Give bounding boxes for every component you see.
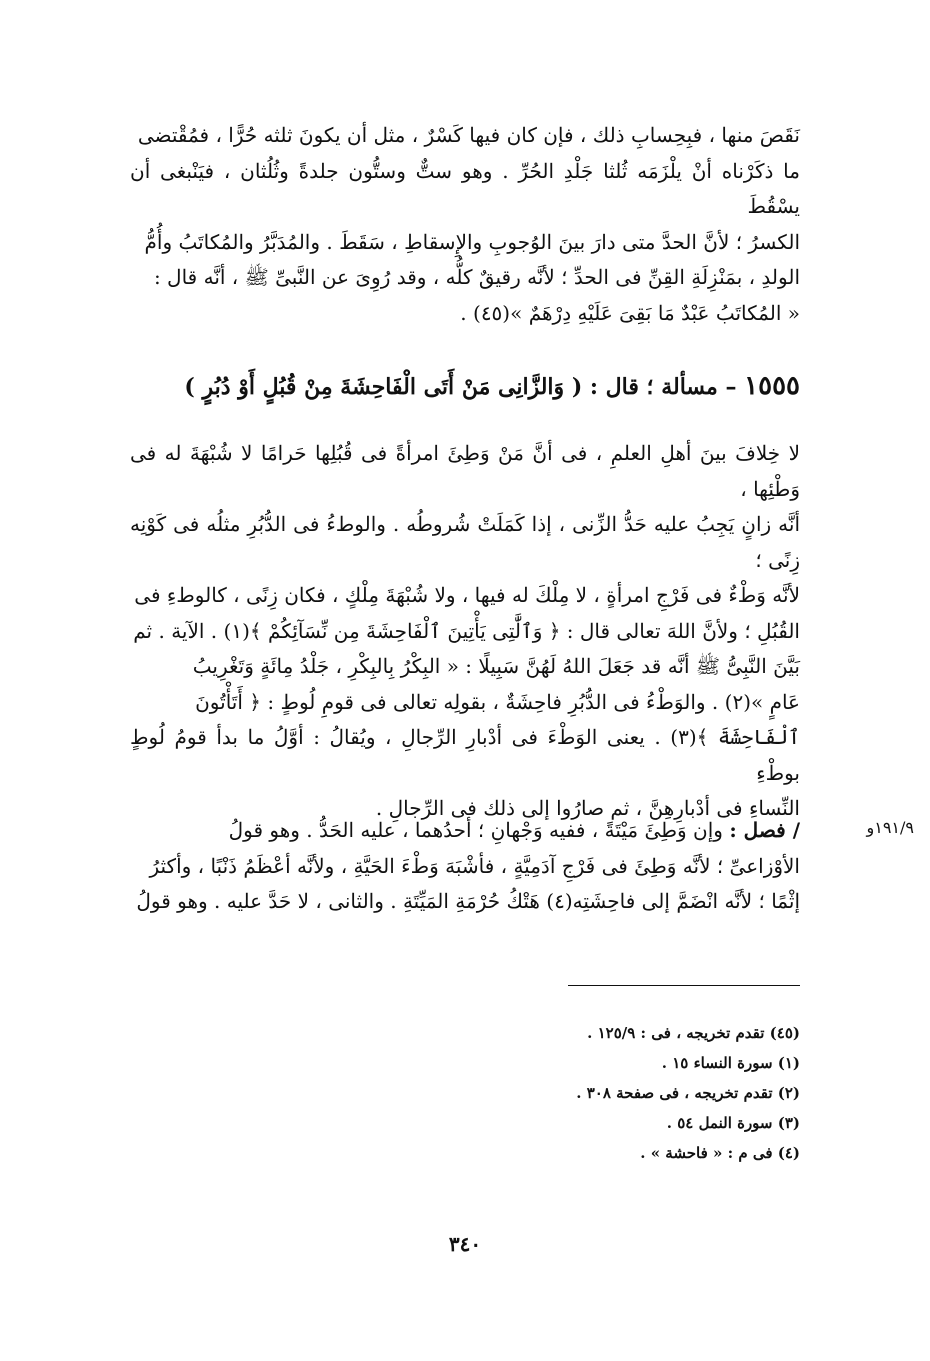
section-heading: [130, 366, 800, 407]
text-line: أنَّه زانٍ يَجِبُ عليه حَدُّ الزِّنى ، إذا كَمَلَتْ شُروطُه . والوطءُ فى الدُّبُرِ مثلُه فى كَوْنِه زِنًى ؛: [130, 512, 800, 572]
footnotes: [300, 1018, 800, 1168]
text-line: الأوْزاعىِّ ؛ لأنَّه وَطِئَ فى فَرْجِ آدَمِيَّةٍ ، فأشْبَهَ وَطْءَ الحَيَّةِ ، ولأنَّه أعْظَمُ ذَنْبًا ، وأكثرُ: [149, 853, 800, 878]
text-line: النِّساءِ فى أدْبارِهِنَّ ، ثم صارُوا إلى ذلك فى الرِّجالِ .: [375, 796, 800, 820]
text-line: القُبُلِ ؛ ولأنَّ اللهَ تعالى قال : ﴿ وَٱلَّٰتِى يَأْتِينَ ٱلْفَاحِشَةَ مِن نِّسَآئِكُمْ ﴾(١) . الآية . ثم: [133, 618, 800, 643]
text-line: لأنَّه وَطْءٌ فى فَرْجِ امرأةٍ ، لا مِلْكَ له فيها ، ولا شُبْهَةَ مِلْكٍ ، فكان زِنًى ، كالوطءِ فى: [134, 583, 800, 607]
text-line: ما ذكَرْناه أنْ يلْزَمَه ثُلثا جَلْدِ الحُرِّ . وهو ستٌّ وستُّون جلدةً وثُلُثان ، فيَنْبغى أن يسْقُطَ: [130, 158, 800, 218]
fasl-first-line: وإن وَطِئَ مَيْتَةً ، ففيه وَجْهانِ ؛ أحدُهما ، عليه الحَدُّ . وهو قولُ: [228, 818, 730, 842]
text-line: عَامٍ »(٢) . والوَطْءُ فى الدُّبُرِ فاحِشَةٌ ، بقولِه تعالى فى قومِ لُوطٍ : ﴿ أَتَأْتُونَ: [195, 689, 800, 714]
margin-reference: ١٩١/٩و: [866, 818, 914, 837]
fasl-paragraph: [130, 813, 800, 920]
footnote-item: (٢) تقدم تخريجه ، فى صفحة ٣٠٨ .: [576, 1084, 800, 1102]
text-line: الولدِ ، بمَنْزِلَةِ القِنِّ فى الحدِّ ؛ لأنَّه رقيقٌ كلُّه ، وقد رُوِىَ عن النَّبىِّ ﷺ ، أنَّه قال :: [153, 265, 800, 289]
text-line: الكسرُ ؛ لأنَّ الحدَّ متى دارَ بينَ الوُجوبِ والإِسقاطِ ، سَقَطَ . والمُدَبَّرُ والمُكاتَبُ وأُمُّ: [144, 229, 800, 254]
footnote-divider: [568, 985, 800, 986]
text-line: ٱلْفَاحِشَةَ ﴾(٣) . يعنى الوَطْءَ فى أدْبارِ الرِّجالِ ، ويُقالُ : أوَّلُ ما بدأ قومُ لُوطٍ بوطْءِ: [130, 725, 800, 785]
section-number: ١٥٥٥: [744, 371, 800, 401]
footnote-item: (٤٥) تقدم تخريجه ، فى : ١٢٥/٩ .: [587, 1024, 800, 1042]
text-line: بَيَّنَ النَّبِىُّ ﷺ أنَّه قد جَعَلَ اللهُ لَهُنَّ سَبِيلًا : « البِكْرُ بِالبِكْرِ ، جَلْدُ مِائَةٍ وَتَغْرِيبُ: [192, 654, 800, 678]
text-line: لا خِلافَ بينَ أهلِ العلمِ ، فى أنَّ مَنْ وَطِئَ امرأةً فى قُبُلِها حَرامًا لا شُبْهَةَ له فى وَطْئِها ،: [130, 441, 800, 501]
section-title: – مسألة ؛ قال : ( وَالزَّانِى مَنْ أَتَى الْفَاحِشَةَ مِنْ قُبُلٍ أَوْ دُبُرٍ ): [184, 374, 737, 400]
page-number: ٣٤٠: [448, 1232, 482, 1256]
text-line: « المُكاتَبُ عَبْدٌ مَا بَقِىَ عَلَيْهِ دِرْهَمٌ »(٤٥) .: [460, 300, 800, 325]
body-paragraph: [130, 436, 800, 827]
footnote-item: (٤) فى م : « فاحشة » .: [640, 1144, 800, 1162]
fasl-label: / فصل :: [729, 818, 800, 842]
text-line: إثْمًا ؛ لأنَّه انْضَمَّ إلى فاحِشَتِه(٤) هَتْكُ حُرْمَةِ المَيِّتَةِ . والثانى ، لا حَدَّ عليه . وهو قولُ: [136, 889, 800, 913]
footnote-item: (١) سورة النساء ١٥ .: [661, 1054, 800, 1072]
text-line: [130, 813, 800, 849]
intro-paragraph: [130, 118, 800, 331]
text-line: نَقَصَ منها ، فبِحِسابِ ذلك ، فإن كان فيها كَسْرٌ ، مثل أن يكونَ ثلثه حُرًّا ، فمُقْتضى: [137, 123, 800, 147]
footnote-item: (٣) سورة النمل ٥٤ .: [666, 1114, 800, 1132]
